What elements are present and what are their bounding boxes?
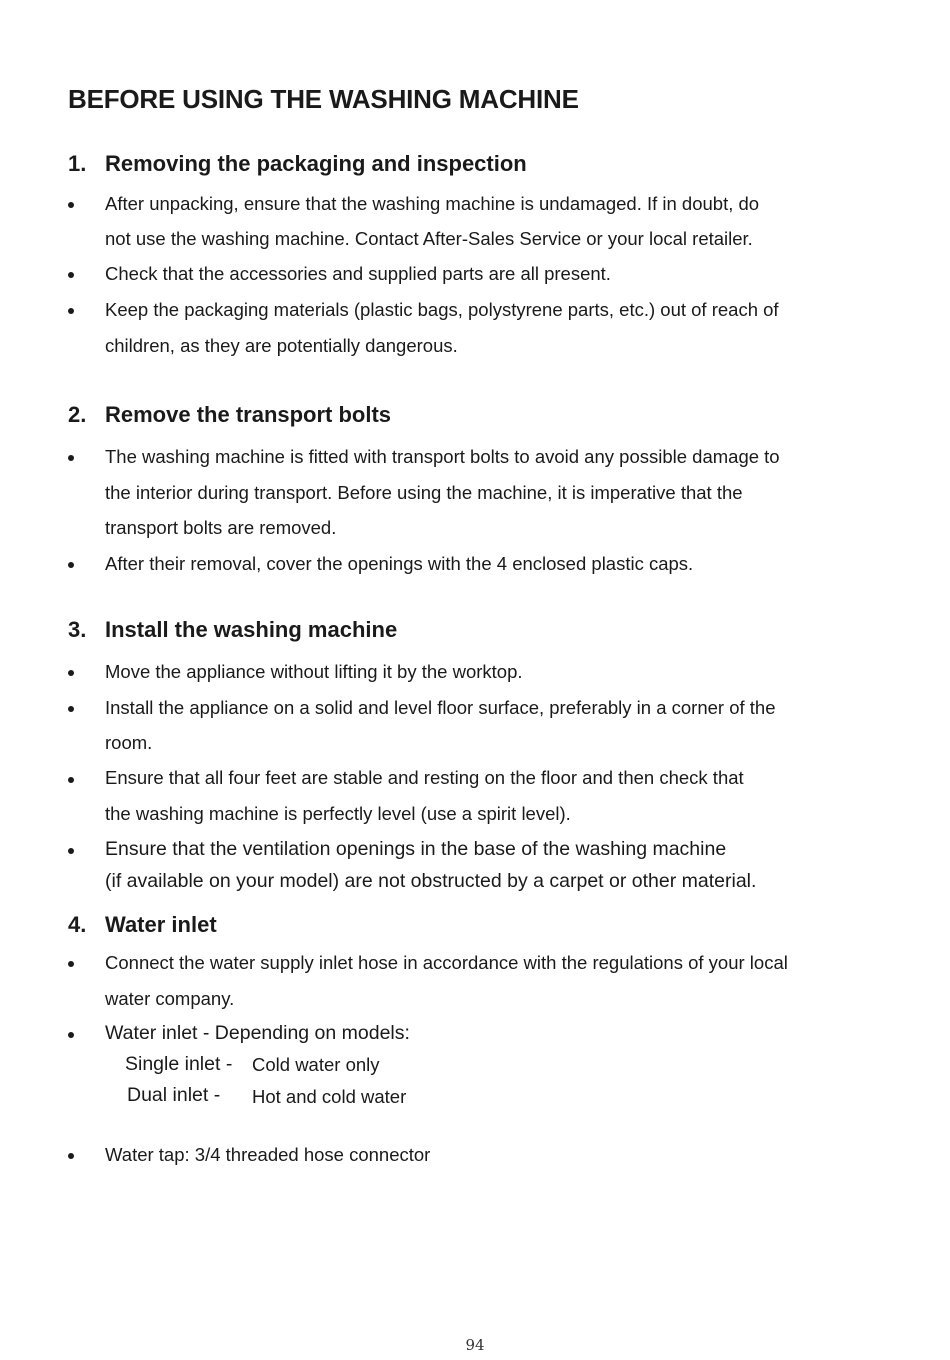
list-item-text: Connect the water supply inlet hose in accordance with the regulations of your local xyxy=(105,952,788,973)
bullet-icon xyxy=(68,1153,74,1159)
section-3-heading xyxy=(68,617,397,643)
bullet-icon xyxy=(68,670,74,676)
section-4-heading xyxy=(68,912,217,938)
list-item-text: children, as they are potentially dangerous. xyxy=(105,335,458,356)
bullet-icon xyxy=(68,848,74,854)
list-item-text: Check that the accessories and supplied parts are all present. xyxy=(105,263,611,284)
list-item-text: Ensure that the ventilation openings in the base of the washing machine xyxy=(105,838,727,860)
dual-inlet-value: Hot and cold water xyxy=(252,1086,407,1107)
list-item-text: room. xyxy=(105,732,153,753)
bullet-icon xyxy=(68,1032,74,1038)
list-item-text: Water inlet - Depending on models: xyxy=(105,1022,410,1044)
list-item-text: not use the washing machine. Contact After-Sales Service or your local retailer. xyxy=(105,228,753,249)
list-item-text: After unpacking, ensure that the washing machine is undamaged. If in doubt, do xyxy=(105,193,760,214)
list-item-text: water company. xyxy=(105,988,235,1009)
list-item-text: the washing machine is perfectly level (use a spirit level). xyxy=(105,803,571,824)
section-title: Install the washing machine xyxy=(105,617,398,642)
bullet-icon xyxy=(68,777,74,783)
list-item-text: Keep the packaging materials (plastic bags, polystyrene parts, etc.) out of reach of xyxy=(105,299,779,320)
list-item-text: (if available on your model) are not obstructed by a carpet or other material. xyxy=(105,870,757,892)
section-title: Removing the packaging and inspection xyxy=(105,151,527,176)
list-item-text: Water tap: 3/4 threaded hose connector xyxy=(105,1144,431,1165)
list-item-text: the interior during transport. Before using the machine, it is imperative that the xyxy=(105,482,743,503)
bullet-icon xyxy=(68,202,74,208)
list-item-text: After their removal, cover the openings with the 4 enclosed plastic caps. xyxy=(105,553,694,574)
single-inlet-label: Single inlet - xyxy=(125,1053,233,1075)
dual-inlet-label: Dual inlet - xyxy=(127,1084,221,1106)
page-title: BEFORE USING THE WASHING MACHINE xyxy=(68,84,579,114)
section-title: Water inlet xyxy=(105,912,217,937)
section-number: 3. xyxy=(68,617,87,642)
list-item-text: Move the appliance without lifting it by the worktop. xyxy=(105,661,523,682)
section-number: 2. xyxy=(68,402,87,427)
section-number: 1. xyxy=(68,151,87,176)
section-1-heading xyxy=(68,151,527,177)
list-item-text: transport bolts are removed. xyxy=(105,517,337,538)
section-2-heading xyxy=(68,402,391,428)
list-item-text: The washing machine is fitted with transport bolts to avoid any possible damage to xyxy=(105,446,780,467)
page-number: 94 xyxy=(465,1336,485,1354)
section-number: 4. xyxy=(68,912,87,937)
section-title: Remove the transport bolts xyxy=(105,402,392,427)
single-inlet-value: Cold water only xyxy=(252,1054,380,1075)
bullet-icon xyxy=(68,272,74,278)
bullet-icon xyxy=(68,562,74,568)
bullet-icon xyxy=(68,706,74,712)
bullet-icon xyxy=(68,961,74,967)
bullet-icon xyxy=(68,455,74,461)
list-item-text: Install the appliance on a solid and level floor surface, preferably in a corner of the xyxy=(105,697,776,718)
bullet-icon xyxy=(68,308,74,314)
list-item-text: Ensure that all four feet are stable and resting on the floor and then check that xyxy=(105,767,744,788)
